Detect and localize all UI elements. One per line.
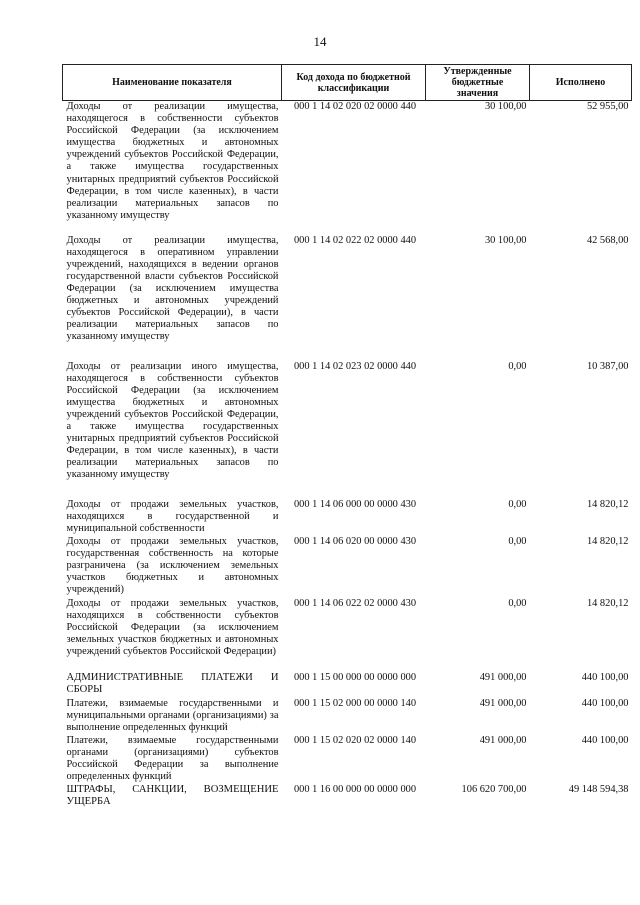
row-approved: 0,00 xyxy=(508,597,527,609)
table-row xyxy=(63,672,632,698)
row-executed: 49 148 594,38 xyxy=(568,783,629,795)
row-name: Доходы от реализации иного имущества, находящегося в собственности субъектов Российской Федерации (за исключением имущества бюджетных и автономных учреждений субъектов Российской Федерации, а также имущества государственных унитарных предприятий субъектов Российской Федерации, в том числе казенных), в части реализации материальных запасов по указанному имуществу xyxy=(66,360,279,481)
row-executed: 14 820,12 xyxy=(586,597,629,609)
table-row xyxy=(63,361,632,499)
row-code: 000 1 14 06 000 00 0000 430 xyxy=(293,498,417,510)
row-executed: 42 568,00 xyxy=(586,234,629,246)
table-row xyxy=(63,101,632,235)
row-code: 000 1 14 06 020 00 0000 430 xyxy=(293,535,417,547)
table-row xyxy=(63,235,632,361)
row-approved: 491 000,00 xyxy=(479,697,527,709)
row-approved: 30 100,00 xyxy=(484,101,527,112)
page-number: 14 xyxy=(313,34,327,49)
row-name: Доходы от продажи земельных участков, находящихся в государственной и муниципальной собственности xyxy=(66,498,279,534)
column-header-code: Код дохода по бюджетной классификации xyxy=(282,65,426,101)
row-name: Доходы от реализации имущества, находящегося в оперативном управлении учреждений, находящихся в ведении органов государственной власти субъектов Российской Федерации (за исключением имущества бюджетных и автономных учреждений субъектов Российской Федерации), в части реализации материальных запасов по указанному имуществу xyxy=(66,234,279,343)
row-name: Доходы от продажи земельных участков, государственная собственность на которые разграничена (за исключением земельных участков бюджетных и автономных учреждений) xyxy=(66,535,279,595)
row-executed: 14 820,12 xyxy=(586,535,629,547)
row-code: 000 1 15 02 000 00 0000 140 xyxy=(293,697,417,709)
row-approved: 0,00 xyxy=(508,535,527,547)
row-executed: 14 820,12 xyxy=(586,498,629,510)
row-name: АДМИНИСТРАТИВНЫЕ ПЛАТЕЖИ И СБОРЫ xyxy=(66,671,279,695)
budget-revenue-table xyxy=(62,64,632,810)
row-code: 000 1 15 02 020 02 0000 140 xyxy=(293,734,417,746)
table-header-row xyxy=(63,65,632,101)
row-executed: 440 100,00 xyxy=(581,734,629,746)
column-header-executed: Исполнено xyxy=(530,65,632,101)
row-name: Доходы от продажи земельных участков, находящихся в собственности субъектов Российской Федерации (за исключением земельных участков бюджетных и автономных учреждений субъектов Российской Федерации) xyxy=(66,597,279,657)
row-approved: 0,00 xyxy=(508,360,527,372)
column-header-name: Наименование показателя xyxy=(63,65,282,101)
row-approved: 491 000,00 xyxy=(479,671,527,683)
column-header-approved: Утвержденные бюджетные значения xyxy=(426,65,530,101)
row-name: Платежи, взимаемые государственными органами (организациями) субъектов Российской Федерации за выполнение определенных функций xyxy=(66,734,279,782)
row-code: 000 1 14 02 020 02 0000 440 xyxy=(293,101,417,112)
row-name: ШТРАФЫ, САНКЦИИ, ВОЗМЕЩЕНИЕ УЩЕРБА xyxy=(66,783,279,807)
row-approved: 0,00 xyxy=(508,498,527,510)
row-code: 000 1 16 00 000 00 0000 000 xyxy=(293,783,417,795)
row-approved: 106 620 700,00 xyxy=(461,783,527,795)
row-approved: 491 000,00 xyxy=(479,734,527,746)
row-executed: 440 100,00 xyxy=(581,697,629,709)
table-row xyxy=(63,735,632,784)
row-executed: 440 100,00 xyxy=(581,671,629,683)
table-row xyxy=(63,698,632,735)
table-row xyxy=(63,499,632,536)
row-code: 000 1 14 02 023 02 0000 440 xyxy=(293,360,417,372)
row-code: 000 1 14 02 022 02 0000 440 xyxy=(293,234,417,246)
row-code: 000 1 15 00 000 00 0000 000 xyxy=(293,671,417,683)
table-row xyxy=(63,598,632,672)
table-row xyxy=(63,536,632,598)
table-row xyxy=(63,784,632,810)
row-name: Доходы от реализации имущества, находящегося в собственности субъектов Российской Федерации (за исключением имущества бюджетных и автономных учреждений субъектов Российской Федерации, а также имущества государственных унитарных предприятий субъектов Российской Федерации, в том числе казенных), в части реализации материальных запасов по указанному имуществу xyxy=(66,101,279,221)
row-name: Платежи, взимаемые государственными и муниципальными органами (организациями) за выполнение определенных функций xyxy=(66,697,279,733)
row-executed: 10 387,00 xyxy=(586,360,629,372)
row-executed: 52 955,00 xyxy=(586,101,629,112)
row-code: 000 1 14 06 022 02 0000 430 xyxy=(293,597,417,609)
row-approved: 30 100,00 xyxy=(484,234,527,246)
